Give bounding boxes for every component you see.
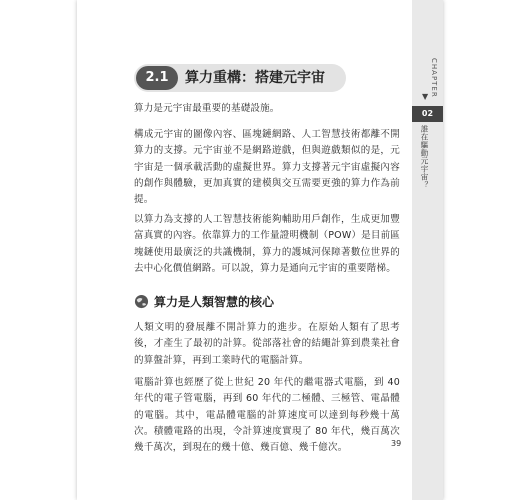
page-number: 39 xyxy=(391,439,402,448)
chapter-title: 誰在驅動元宇宙？ xyxy=(420,125,429,189)
paragraph-2: 構成元宇宙的圖像內容、區塊鏈網路、人工智慧技術都離不開算力的支撐。元宇宙並不是網路遊戲，但與遊戲類似的是，元宇宙是一個承載活動的虛擬世界。算力支撐著元宇宙虛擬內容的創作與體驗，更加真實的建模與交互需要更強的算力作為前提。 xyxy=(134,129,400,206)
subheading: 算力是人類智慧的核心 xyxy=(154,295,275,309)
chapter-number: 02 xyxy=(412,106,443,122)
paragraph-1: 算力是元宇宙最重要的基礎設施。 xyxy=(134,103,280,114)
chapter-label: CHAPTER xyxy=(430,58,438,98)
globe-icon xyxy=(134,294,149,309)
section-number: 2.1 xyxy=(136,66,178,90)
paragraph-3: 以算力為支撐的人工智慧技術能夠輔助用戶創作，生成更加豐富真實的內容。依靠算力的工作量證明機制（POW）是目前區塊鏈使用最廣泛的共識機制，算力的護城河保障著數位世界的去中心化價值網路。可以說，算力是通向元宇宙的重要階梯。 xyxy=(134,214,400,274)
section-title: 算力重構：搭建元宇宙 xyxy=(185,70,325,86)
paragraph-5: 電腦計算也經歷了從上世紀 20 年代的繼電器式電腦，到 40 年代的電子管電腦，再到 60 年代的二極體、三極管、電晶體的電腦。其中，電晶體電腦的計算速度可以達到每秒幾十萬次。積體電路的出現，令計算速度實現了 80 年代，幾百萬次幾千萬次，到現在的幾十億、幾百億、幾千億次。 xyxy=(134,377,400,454)
chapter-arrow-icon: ▼ xyxy=(422,92,429,101)
paragraph-4: 人類文明的發展離不開計算力的進步。在原始人類有了思考後，才產生了最初的計算。從部落社會的結繩計算到農業社會的算盤計算，再到工業時代的電腦計算。 xyxy=(134,322,400,366)
